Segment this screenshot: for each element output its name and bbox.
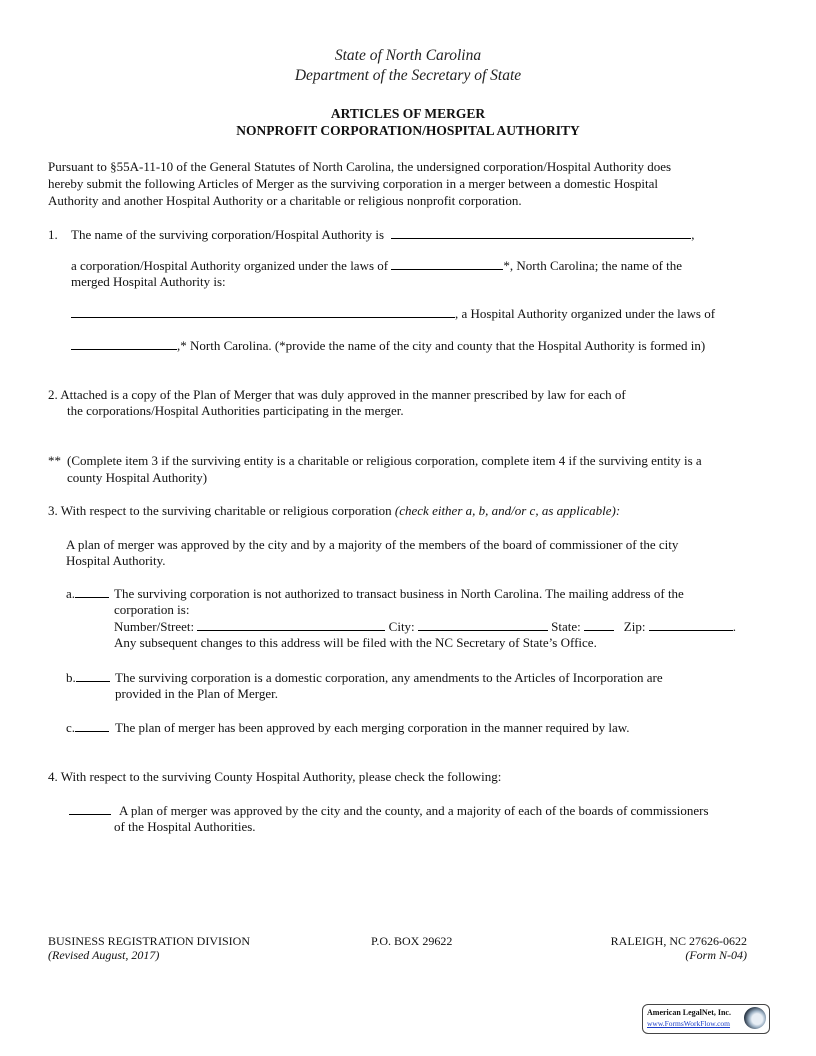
- footer-pobox: P.O. BOX 29622: [371, 934, 453, 948]
- item2-number: 2.: [48, 387, 58, 402]
- option-a-line-2: corporation is:: [114, 602, 190, 617]
- option-a-checkbox[interactable]: [75, 586, 109, 598]
- item1-laws-text: a corporation/Hospital Authority organized under the laws of: [71, 258, 389, 273]
- item4-row: [69, 803, 111, 819]
- option-c-line-1: The plan of merger has been approved by each merging corporation in the manner required by law.: [115, 720, 630, 735]
- state-field[interactable]: [584, 619, 614, 631]
- item1-row: [71, 227, 695, 243]
- item1-merged-laws-text: ,* North Carolina. (*provide the name of the city and county that the Hospital Authority is formed in): [177, 338, 706, 353]
- item1-comma: ,: [691, 227, 695, 242]
- option-a-line-1: The surviving corporation is not authorized to transact business in North Carolina. The mailing address of the: [114, 586, 684, 601]
- item3-plan-line-2: Hospital Authority.: [66, 553, 166, 568]
- merged-name-field[interactable]: [71, 306, 455, 318]
- address-row: [114, 619, 736, 635]
- item4-checkbox[interactable]: [69, 803, 111, 815]
- street-label: Number/Street:: [114, 619, 195, 634]
- item1-merged-laws-row: [71, 338, 705, 354]
- option-a-line-4: Any subsequent changes to this address will be filed with the NC Secretary of State’s Office.: [114, 635, 597, 650]
- item3-row: [48, 503, 620, 519]
- intro-line-1: Pursuant to §55A-11-10 of the General Statutes of North Carolina, the undersigned corporation/Hospital Authority does: [48, 159, 672, 174]
- zip-field[interactable]: [649, 619, 733, 631]
- footer-form-number: (Form N-04): [685, 948, 747, 962]
- department-heading: Department of the Secretary of State: [294, 67, 522, 84]
- footer-revised: (Revised August, 2017): [48, 948, 160, 962]
- city-field[interactable]: [418, 619, 548, 631]
- intro-line-3: Authority and another Hospital Authority or a charitable or religious nonprofit corporation.: [48, 193, 522, 208]
- option-b-line-1: The surviving corporation is a domestic corporation, any amendments to the Articles of Incorporation are: [115, 670, 663, 685]
- logo-company: American LegalNet, Inc.: [647, 1008, 731, 1017]
- option-a-row: [66, 586, 109, 602]
- logo-url-link[interactable]: www.FormsWorkFlow.com: [647, 1019, 731, 1028]
- merged-laws-of-field[interactable]: [71, 338, 177, 350]
- item1-text: The name of the surviving corporation/Hospital Authority is: [71, 227, 385, 242]
- note-marker: **: [48, 453, 61, 468]
- option-b-checkbox[interactable]: [76, 670, 110, 682]
- city-label: City:: [388, 619, 415, 634]
- option-b-label: b.: [66, 670, 76, 685]
- note-line-2: county Hospital Authority): [67, 470, 208, 485]
- item4-line-2: of the Hospital Authorities.: [114, 819, 256, 834]
- option-c-label: c.: [66, 720, 76, 735]
- item4-text: 4. With respect to the surviving County Hospital Authority, please check the following:: [48, 769, 502, 784]
- option-b-row: [66, 670, 110, 686]
- item2-row: [48, 387, 626, 403]
- item1-merged-text: , a Hospital Authority organized under the laws of: [455, 306, 716, 321]
- zip-label: Zip:: [623, 619, 646, 634]
- item3-number: 3.: [48, 503, 58, 518]
- item3-instruction: (check either a, b, and/or c, as applicable):: [394, 503, 621, 518]
- footer-division: BUSINESS REGISTRATION DIVISION: [48, 934, 251, 948]
- state-label: State:: [551, 619, 581, 634]
- item1-laws-row: [71, 258, 682, 274]
- footer-city: RALEIGH, NC 27626-0622: [610, 934, 747, 948]
- intro-line-2: hereby submit the following Articles of Merger as the surviving corporation in a merger between a domestic Hospital: [48, 176, 659, 191]
- item2-line-1: Attached is a copy of the Plan of Merger that was duly approved in the manner prescribed by law for each of: [60, 387, 626, 402]
- form-subtitle: NONPROFIT CORPORATION/HOSPITAL AUTHORITY: [236, 123, 580, 138]
- street-field[interactable]: [197, 619, 385, 631]
- surviving-laws-of-field[interactable]: [391, 258, 503, 270]
- surviving-name-field[interactable]: [391, 227, 691, 239]
- item3-text: With respect to the surviving charitable or religious corporation: [60, 503, 392, 518]
- option-c-checkbox[interactable]: [75, 720, 109, 732]
- state-heading: State of North Carolina: [334, 47, 482, 64]
- item1-merged-label: merged Hospital Authority is:: [71, 274, 226, 289]
- option-b-line-2: provided in the Plan of Merger.: [115, 686, 278, 701]
- american-legalnet-logo[interactable]: [642, 1004, 770, 1034]
- item4-line-1: A plan of merger was approved by the city and the county, and a majority of each of the boards of commissioners: [119, 803, 709, 818]
- item1-number: 1.: [48, 227, 58, 242]
- item3-plan-line-1: A plan of merger was approved by the city and by a majority of the members of the board of commissioner of the city: [66, 537, 679, 552]
- item1-laws-suffix: *, North Carolina; the name of the: [503, 258, 683, 273]
- item1-merged-row: [71, 306, 715, 322]
- address-end: .: [732, 619, 736, 634]
- option-c-row: [66, 720, 109, 736]
- note-line-1: (Complete item 3 if the surviving entity is a charitable or religious corporation, complete item 4 if the surviving entity is a: [67, 453, 702, 468]
- globe-icon: [744, 1007, 766, 1029]
- option-a-label: a.: [66, 586, 76, 601]
- form-title: ARTICLES OF MERGER: [330, 106, 486, 121]
- item2-line-2: the corporations/Hospital Authorities participating in the merger.: [67, 403, 404, 418]
